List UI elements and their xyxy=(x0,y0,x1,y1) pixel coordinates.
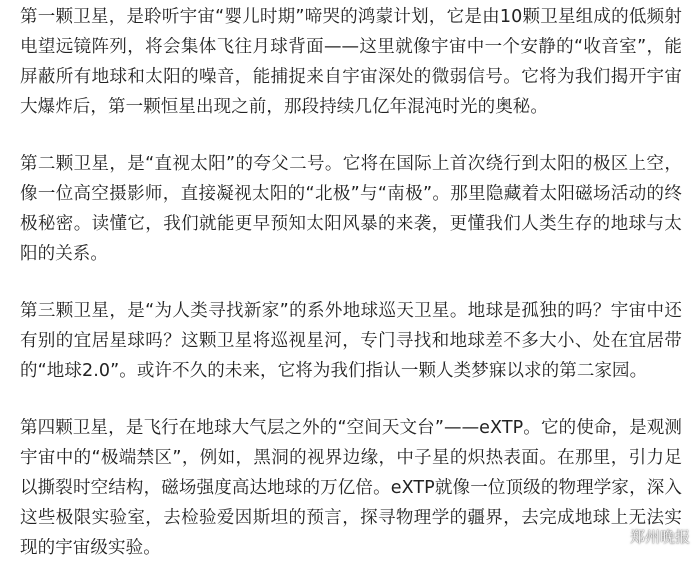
paragraph-2: 第二颗卫星，是“直视太阳”的夸父二号。它将在国际上首次绕行到太阳的极区上空，像一位高空摄影师，直接凝视太阳的“北极”与“南极”。那里隐藏着太阳磁场活动的终极秘密。读懂它，我们就能更早预知太阳风暴的来袭，更懂我们人类生存的地球与太阳的关系。 xyxy=(20,154,682,264)
weibo-icon xyxy=(604,528,626,546)
watermark-text: 郑州晚报 xyxy=(629,528,690,546)
paragraph-1: 第一颗卫星，是聆听宇宙“婴儿时期”啼哭的鸿蒙计划，它是由10颗卫星组成的低频射电望远镜阵列，将会集体飞往月球背面——这里就像宇宙中一个安静的“收音室”，能屏蔽所有地球和太阳的噪音，能捕捉来自宇宙深处的微弱信号。它将为我们揭开宇宙大爆炸后，第一颗恒星出现之前，那段持续几亿年混沌时光的奥秘。 xyxy=(20,7,682,117)
source-watermark xyxy=(604,526,690,547)
paragraph-3: 第三颗卫星，是“为人类寻找新家”的系外地球巡天卫星。地球是孤独的吗？宇宙中还有别的宜居星球吗？这颗卫星将巡视星河，专门寻找和地球差不多大小、处在宜居带的“地球2.0”。或许不久的未来，它将为我们指认一颗人类梦寐以求的第二家园。 xyxy=(20,301,682,381)
paragraph-4: 第四颗卫星，是飞行在地球大气层之外的“空间天文台”——eXTP。它的使命，是观测宇宙中的“极端禁区”，例如，黑洞的视界边缘，中子星的炽热表面。在那里，引力足以撕裂时空结构，磁场强度高达地球的万亿倍。eXTP就像一位顶级的物理学家，深入这些极限实验室，去检验爱因斯坦的预言，探寻物理学的疆界，去完成地球上无法实现的宇宙级实验。 xyxy=(20,418,682,558)
article-body xyxy=(20,2,682,563)
